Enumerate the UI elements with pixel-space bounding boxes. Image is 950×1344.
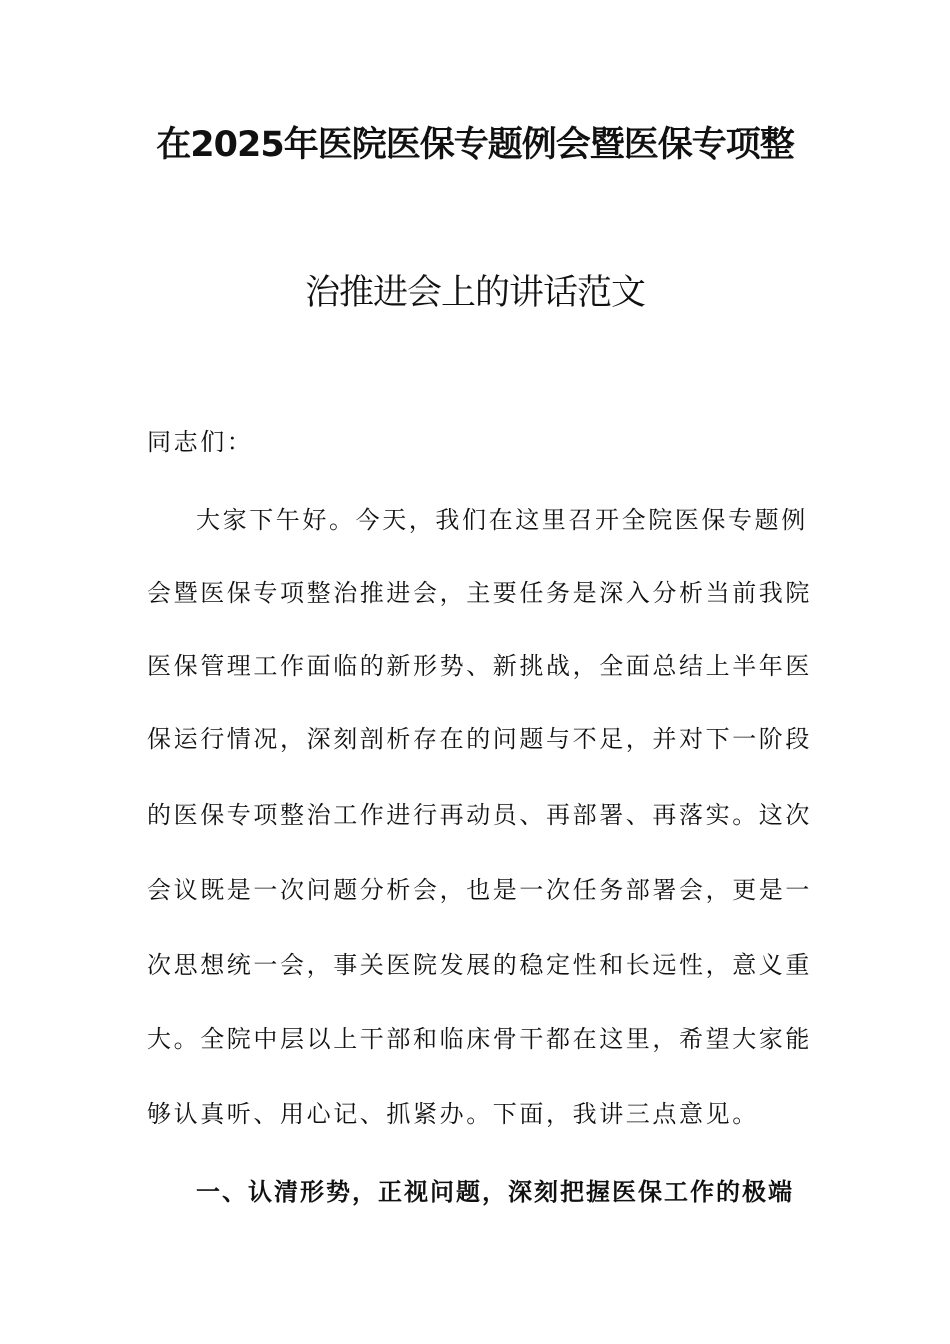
paragraph-line: 够认真听、用心记、抓紧办。下面，我讲三点意见。 bbox=[147, 1100, 759, 1128]
salutation: 同志们： bbox=[147, 428, 254, 456]
document-title-line-2: 治推进会上的讲话范文 bbox=[304, 273, 645, 313]
paragraph-line: 次思想统一会，事关医院发展的稳定性和长远性，意义重 bbox=[147, 951, 812, 979]
paragraph-line: 会议既是一次问题分析会，也是一次任务部署会，更是一 bbox=[147, 876, 812, 904]
section-heading: 一、认清形势，正视问题，深刻把握医保工作的极端 bbox=[196, 1178, 794, 1206]
document-title-line-1: 在2025年医院医保专题例会暨医保专项整 bbox=[156, 125, 794, 165]
paragraph-line: 大家下午好。今天，我们在这里召开全院医保专题例 bbox=[196, 506, 808, 534]
paragraph-line: 会暨医保专项整治推进会，主要任务是深入分析当前我院 bbox=[147, 579, 812, 607]
paragraph-line: 大。全院中层以上干部和临床骨干都在这里，希望大家能 bbox=[147, 1025, 812, 1053]
paragraph-line: 医保管理工作面临的新形势、新挑战，全面总结上半年医 bbox=[147, 652, 812, 680]
paragraph-line: 保运行情况，深刻剖析存在的问题与不足，并对下一阶段 bbox=[147, 725, 812, 753]
paragraph-line: 的医保专项整治工作进行再动员、再部署、再落实。这次 bbox=[147, 801, 812, 829]
